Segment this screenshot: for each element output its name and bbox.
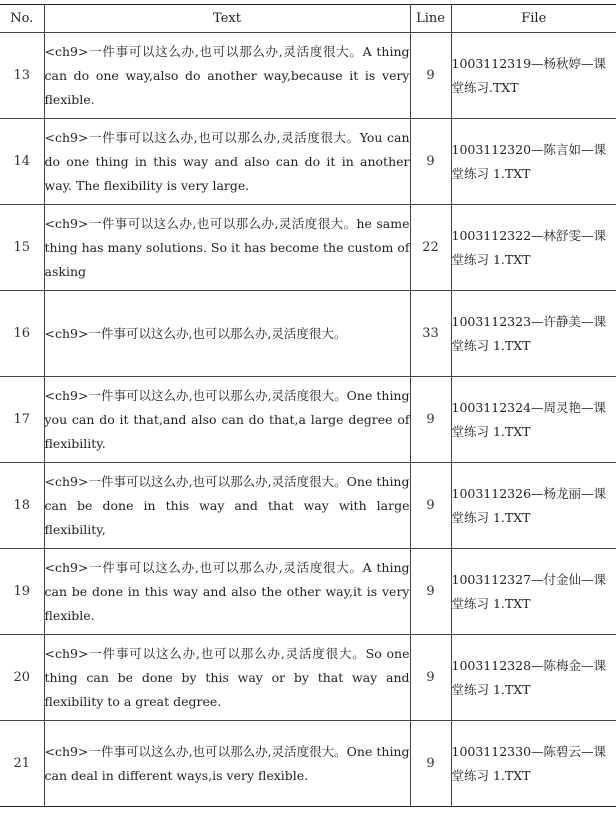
table-row — [0, 119, 616, 205]
row-text: <ch9>一件事可以这么办,也可以那么办,灵活度很大。One thing can deal in different ways,is very flexible. — [44, 721, 410, 807]
row-text: <ch9>一件事可以这么办,也可以那么办,灵活度很大。One thing can be done in this way and that way with large flexibility, — [44, 463, 410, 549]
table-row — [0, 291, 616, 377]
row-file: 1003112327—付金仙—课堂练习 1.TXT — [451, 549, 616, 635]
row-file: 1003112330—陈碧云—课堂练习 1.TXT — [451, 721, 616, 807]
row-number: 16 — [0, 291, 44, 377]
row-text: <ch9>一件事可以这么办,也可以那么办,灵活度很大。he same thing has many solutions. So it has become the custom of asking — [44, 205, 410, 291]
table-row — [0, 205, 616, 291]
header-line: Line — [410, 5, 451, 33]
row-line: 9 — [410, 119, 451, 205]
row-number: 17 — [0, 377, 44, 463]
row-file: 1003112320—陈言如—课堂练习 1.TXT — [451, 119, 616, 205]
row-file: 1003112326—杨龙丽—课堂练习 1.TXT — [451, 463, 616, 549]
row-text: <ch9>一件事可以这么办,也可以那么办,灵活度很大。So one thing can be done by this way or by that way and flexibility to a great degree. — [44, 635, 410, 721]
row-number: 15 — [0, 205, 44, 291]
table-row — [0, 635, 616, 721]
table-row — [0, 721, 616, 807]
row-file: 1003112322—林舒雯—课堂练习 1.TXT — [451, 205, 616, 291]
row-file: 1003112323—许静美—课堂练习 1.TXT — [451, 291, 616, 377]
row-line: 22 — [410, 205, 451, 291]
row-text: <ch9>一件事可以这么办,也可以那么办,灵活度很大。 — [44, 291, 410, 377]
row-file: 1003112328—陈梅金—课堂练习 1.TXT — [451, 635, 616, 721]
row-line: 9 — [410, 377, 451, 463]
row-file: 1003112319—杨秋婷—课堂练习.TXT — [451, 33, 616, 119]
header-no: No. — [0, 5, 44, 33]
row-line: 9 — [410, 721, 451, 807]
row-line: 9 — [410, 635, 451, 721]
row-number: 21 — [0, 721, 44, 807]
table-row — [0, 549, 616, 635]
row-line: 9 — [410, 549, 451, 635]
row-number: 19 — [0, 549, 44, 635]
row-text: <ch9>一件事可以这么办,也可以那么办,灵活度很大。One thing you can do it that,and also can do that,a large degree of flexibility. — [44, 377, 410, 463]
row-number: 13 — [0, 33, 44, 119]
row-number: 20 — [0, 635, 44, 721]
header-text: Text — [44, 5, 410, 33]
row-line: 33 — [410, 291, 451, 377]
document-page — [0, 4, 616, 820]
table-header-row — [0, 5, 616, 33]
row-number: 14 — [0, 119, 44, 205]
table-row — [0, 463, 616, 549]
row-text: <ch9>一件事可以这么办,也可以那么办,灵活度很大。A thing can be done in this way and also the other way,it is very flexible. — [44, 549, 410, 635]
row-text: <ch9>一件事可以这么办,也可以那么办,灵活度很大。You can do one thing in this way and also can do it in another way. The flexibility is very large. — [44, 119, 410, 205]
row-line: 9 — [410, 463, 451, 549]
row-file: 1003112324—周灵艳—课堂练习 1.TXT — [451, 377, 616, 463]
header-file: File — [451, 5, 616, 33]
row-line: 9 — [410, 33, 451, 119]
row-text: <ch9>一件事可以这么办,也可以那么办,灵活度很大。A thing can do one way,also do another way,because it is very flexible. — [44, 33, 410, 119]
row-number: 18 — [0, 463, 44, 549]
corpus-table — [0, 4, 616, 807]
table-row — [0, 377, 616, 463]
table-row — [0, 33, 616, 119]
